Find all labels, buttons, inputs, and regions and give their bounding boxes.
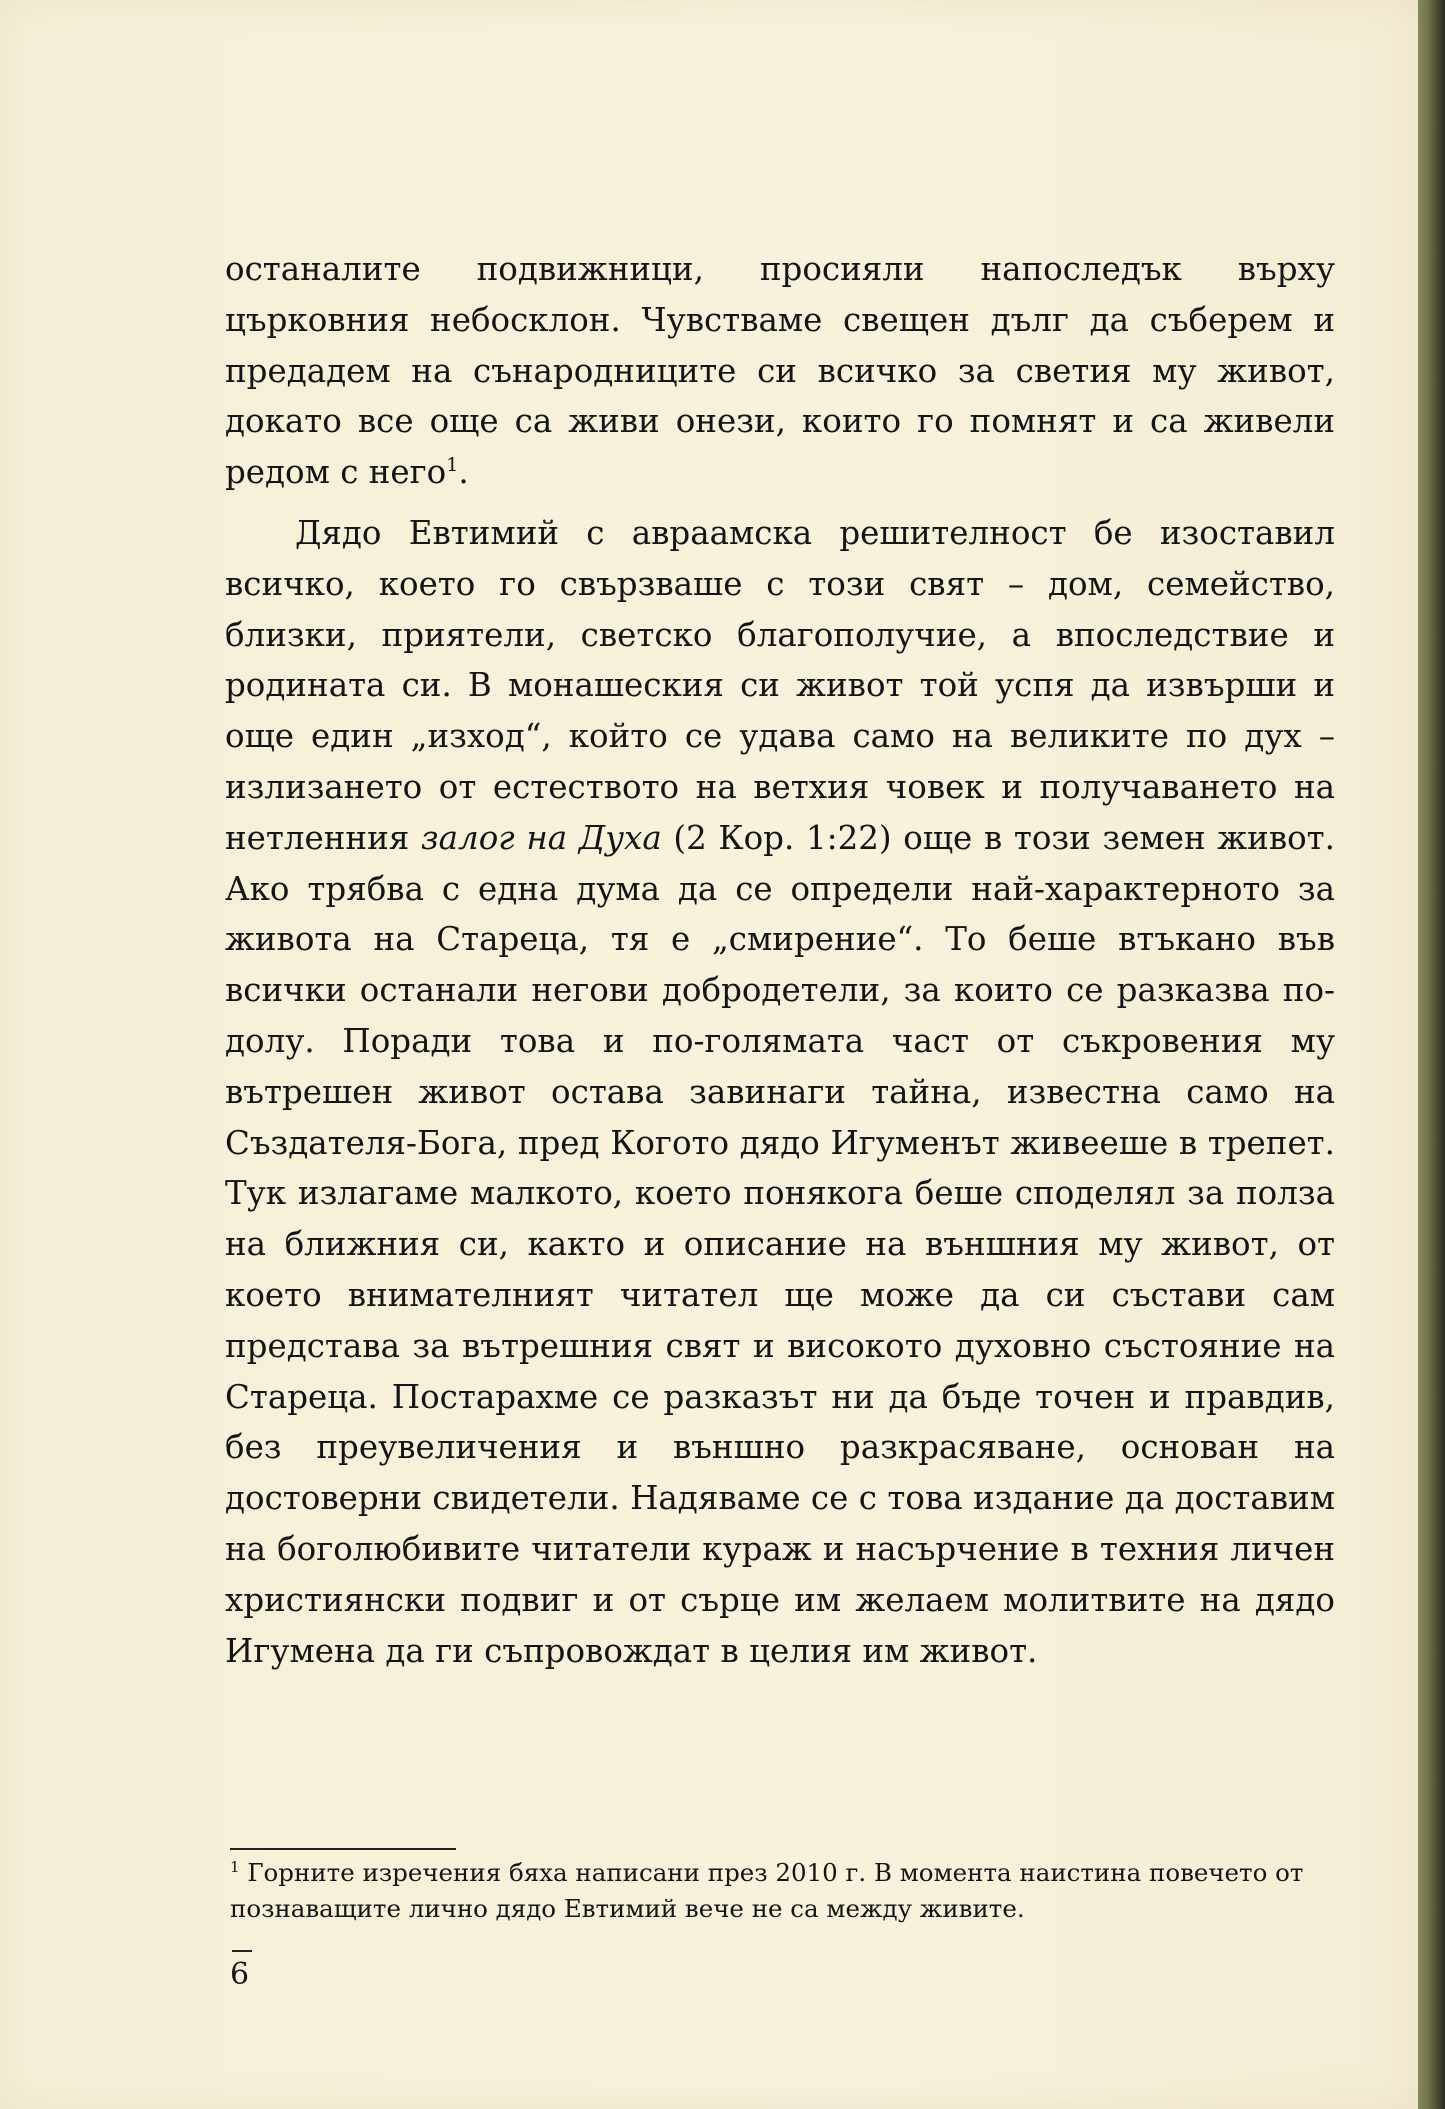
paragraph-1 xyxy=(225,244,1335,498)
footnote-text: Горните изречения бяха написани през 2010 г. В момента наистина повечето от познаващите лично дядо Евтимий вече не са между живите. xyxy=(230,1858,1304,1923)
main-text xyxy=(225,244,1335,1676)
page-number: 6 xyxy=(230,1957,250,1992)
footnote-divider xyxy=(230,1848,456,1850)
paragraph-2-text-b: (2 Кор. 1:22) още в този земен живот. Ако трябва с една дума да се определи най-характерното за живота на Стареца, тя е „смирение“. То беше втъкано във всички останали негови добродетели, за които се разказва по-долу. Поради това и по-голямата част от съкровения му вътрешен живот остава завинаги тайна, известна само на Създателя-Бога, пред Когото дядо Игуменът живееше в трепет. Тук излагаме малкото, което понякога беше споделял за полза на ближния си, както и описание на външния му живот, от което внимателният читател ще може да си състави сам представа за вътрешния свят и високото духовно състояние на Стареца. Постарахме се разказът ни да бъде точен и правдив, без преувеличения и външно разкрасяване, основан на достоверни свидетели. Надяваме се с това издание да доставим на боголюбивите читатели кураж и насърчение в техния личен християнски подвиг и от сърце им желаем молитвите на дядо Игумена да ги съпровождат в целия им живот. xyxy=(225,818,1335,1670)
footnote xyxy=(230,1855,1340,1927)
paragraph-2-italic: залог на Духа xyxy=(420,818,662,857)
paragraph-1-end: . xyxy=(458,453,469,492)
page-number-rule xyxy=(232,1950,252,1952)
footnote-reference: 1 xyxy=(446,454,459,477)
paragraph-2 xyxy=(225,508,1335,1676)
paragraph-2-text-a: Дядо Евтимий с авраамска решителност бе изоставил всичко, което го свързваше с този свят – дом, семейство, близки, приятели, светско благополучие, а впоследствие и родината си. В монашеския си живот той успя да извърши и още един „изход“, който се удава само на великите по дух – излизането от естеството на ветхия човек и получаването на нетленния xyxy=(225,513,1335,857)
footnote-marker: 1 xyxy=(230,1857,240,1876)
book-cover-edge xyxy=(1418,0,1445,2109)
paragraph-1-text: останалите подвижници, просияли напоследък върху църковния небосклон. Чувстваме свещен дълг да съберем и предадем на сънародниците си всичко за светия му живот, докато все още са живи онези, които го помнят и са живели редом с него xyxy=(225,250,1335,492)
